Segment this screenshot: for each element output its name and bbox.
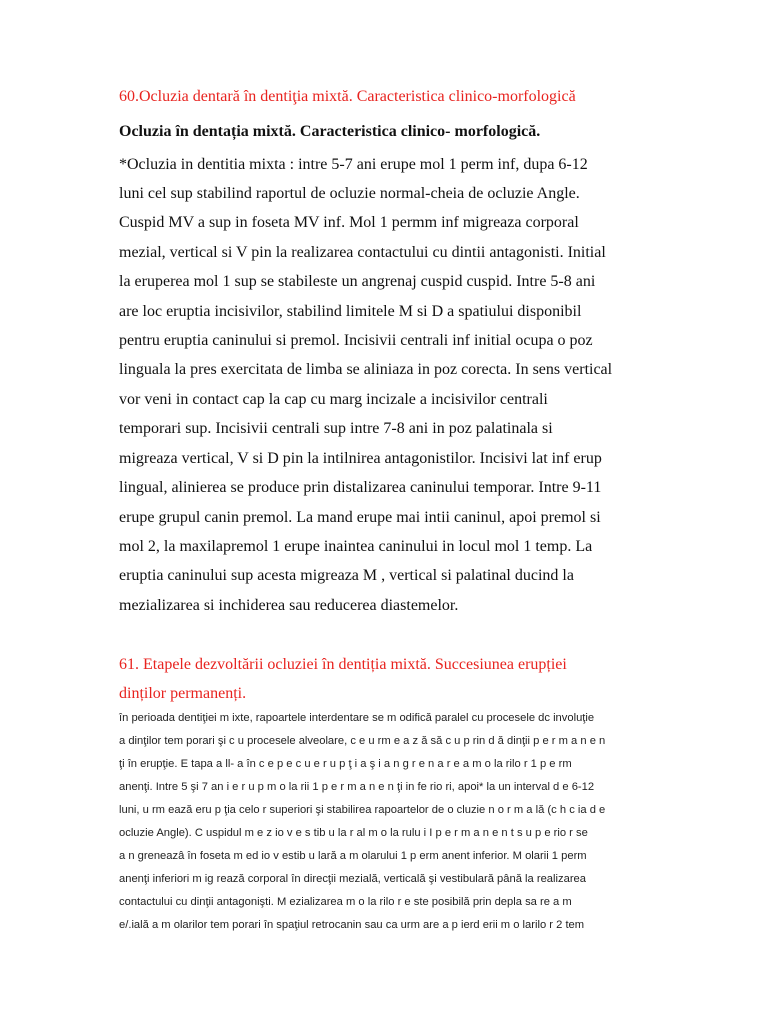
section-60-line-8: linguala la pres exercitata de limba se aliniaza in poz corecta. In sens vertical [119, 361, 613, 378]
section-60-line-15: eruptia caninului sup acesta migreaza M , vertical si palatinal ducind la [119, 567, 574, 584]
section-60-line-3: Cuspid MV a sup in foseta MV inf. Mol 1 permm inf migreaza corporal [119, 214, 579, 231]
section-60-line-13: erupe grupul canin premol. La mand erupe mai intii caninul, apoi premol si [119, 509, 601, 526]
section-60-line-6: are loc eruptia incisivilor, stabilind limitele M si D a spatiului disponibil [119, 303, 582, 320]
section-61-line-9: contactului cu dinţii antagonişti. M ezializarea m o la rilo r e ste posibilă prin depla sa re a m [119, 896, 572, 908]
section-61-line-2: a dinţilor tem porari şi c u procesele alveolare, c e u rm e a z ă să c u p rin d ă dinţii p e r m a n e n [119, 735, 606, 747]
section-60-line-4: mezial, vertical si V pin la realizarea contactului cu dintii antagonisti. Initial [119, 244, 606, 261]
section-61-title-line-1: 61. Etapele dezvoltării ocluziei în dentiția mixtă. Succesiunea erupției [119, 656, 567, 673]
section-61-line-5: luni, u rm ează eru p ţia celo r superiori şi stabilirea rapoartelor de o cluzie n o r m a lă (c h c ia d e [119, 804, 606, 816]
section-60-line-1: *Ocluzia in dentitia mixta : intre 5-7 ani erupe mol 1 perm inf, dupa 6-12 [119, 156, 588, 173]
section-61-line-3: ţi în erupţie. E tapa a ll- a în c e p e c u e r u p ţ i a ş i a n g r e n a r e a m o la rilo r 1 p e rm [119, 758, 572, 770]
section-61-line-8: anenţi inferiori m ig rează corporal în direcţii mezială, verticală şi vestibulară până la realizarea [119, 873, 586, 885]
section-60-line-5: la eruperea mol 1 sup se stabileste un angrenaj cuspid cuspid. Intre 5-8 ani [119, 273, 596, 290]
section-61-title-line-2: dinților permanenți. [119, 685, 247, 702]
section-60-subtitle: Ocluzia în dentația mixtă. Caracteristica clinico- morfologică. [119, 123, 541, 140]
section-61-line-10: e/.ială a m olarilor tem porari în spaţiul retrocanin sau ca urm are a p ierd erii m o larilo r 2 tem [119, 919, 585, 931]
section-60-line-12: lingual, alinierea se produce prin distalizarea caninului temporar. Intre 9-11 [119, 479, 602, 496]
section-60-line-9: vor veni in contact cap la cap cu marg incizale a incisivilor centrali [119, 391, 548, 408]
section-60-line-7: pentru eruptia caninului si premol. Incisivii centrali inf initial ocupa o poz [119, 332, 593, 349]
section-61-line-7: a n greneazâ în foseta m ed io v estib u lară a m olarului 1 p erm anent inferior. M olarii 1 perm [119, 850, 587, 862]
section-60-line-14: mol 2, la maxilapremol 1 erupe inaintea caninului in locul mol 1 temp. La [119, 538, 593, 555]
section-61-line-6: ocluzie Angle). C uspidul m e z io v e s tib u la r al m o la rulu i I p e r m a n e n t s u p e rio r se [119, 827, 588, 839]
section-60-line-2: luni cel sup stabilind raportul de ocluzie normal-cheia de ocluzie Angle. [119, 185, 580, 202]
section-60-title: 60.Ocluzia dentară în dentiţia mixtă. Caracteristica clinico-morfologică [119, 88, 576, 105]
section-60-line-16: mezializarea si inchiderea sau reducerea diastemelor. [119, 597, 459, 614]
section-61-line-4: anenţi. Intre 5 şi 7 an i e r u p m o la rii 1 p e r m a n e n ţi in fe rio ri, apoi* la un interval d e 6-12 [119, 781, 595, 793]
section-60-line-11: migreaza vertical, V si D pin la intilnirea antagonistilor. Incisivi lat inf erup [119, 450, 602, 467]
section-61-line-1: în perioada dentiţiei m ixte, rapoartele interdentare se m odifică paralel cu procesele dc involuţie [119, 712, 595, 724]
section-60-line-10: temporari sup. Incisivii centrali sup intre 7-8 ani in poz palatinala si [119, 420, 553, 437]
